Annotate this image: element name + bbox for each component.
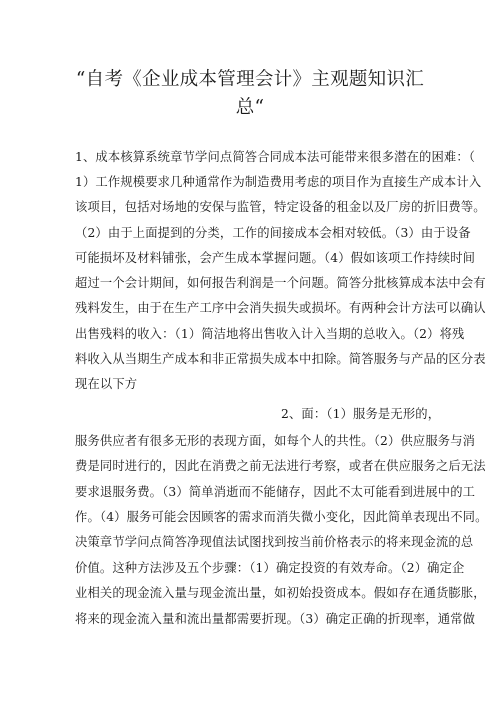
body-line: 要求退服务费。（3）简单消逝而不能储存，因此不太可能看到进展中的工 [75,485,476,499]
body-line: 可能损坏及材料铺张，会产生成本掌握问题。（4）假如该项工作持续时间 [75,251,476,265]
body-line: 超过一个会计期间，如何报告利润是一个问题。简答分批核算成本法中会有 [75,276,486,290]
body-line: 1）工作规模要求几种通常作为制造费用考虑的项目作为直接生产成本计入 [75,175,482,189]
body-line: （2）由于上面提到的分类，工作的间接成本会相对较低。（3）由于设备 [75,226,471,240]
body-line: 残料发生，由于在生产工序中会消失损失或损坏。有两种会计方法可以确认 [75,301,486,315]
body-line: 费是同时进行的，因此在消费之前无法进行考察，或者在供应服务之后无法 [75,459,486,473]
body-line: 料收入从当期生产成本和非正常损失成本中扣除。简答服务与产品的区分表 [75,352,486,366]
body-line: 出售残料的收入：（1）简洁地将出售收入计入当期的总收入。（2）将残 [75,327,465,341]
body-line: 现在以下方 [75,377,138,391]
title-line-2: 总“ [235,97,265,118]
body-line: 1、成本核算系统章节学问点简答合同成本法可能带来很多潜在的困难：（ [75,150,476,164]
body-line: 作。（4）服务可能会因顾客的需求而消失微小变化，因此简单表现出不同。 [75,510,488,524]
document-title [58,66,442,122]
body-line: 该项目，包括对场地的安保与监管，特定设备的租金以及厂房的折旧费等。 [75,200,486,214]
body-line: 业相关的现金流入量与现金流出量，如初始投资成本。假如存在通货膨胀， [75,586,486,600]
body-line: 将来的现金流入量和流出量都需要折现。（3）确定正确的折现率，通常做 [75,612,476,626]
title-line-1: “自考《企业成本管理会计》主观题知识汇 [75,69,425,90]
body-line: 决策章节学问点简答净现值法试图找到按当前价格表示的将来现金流的总 [75,535,474,549]
body-line: 2、面：（1）服务是无形的， [281,407,441,421]
body-line: 服务供应者有很多无形的表现方面，如每个人的共性。（2）供应服务与消 [75,434,476,448]
body-line: 价值。这种方法涉及五个步骤：（1）确定投资的有效寿命。（2）确定企 [75,561,465,575]
